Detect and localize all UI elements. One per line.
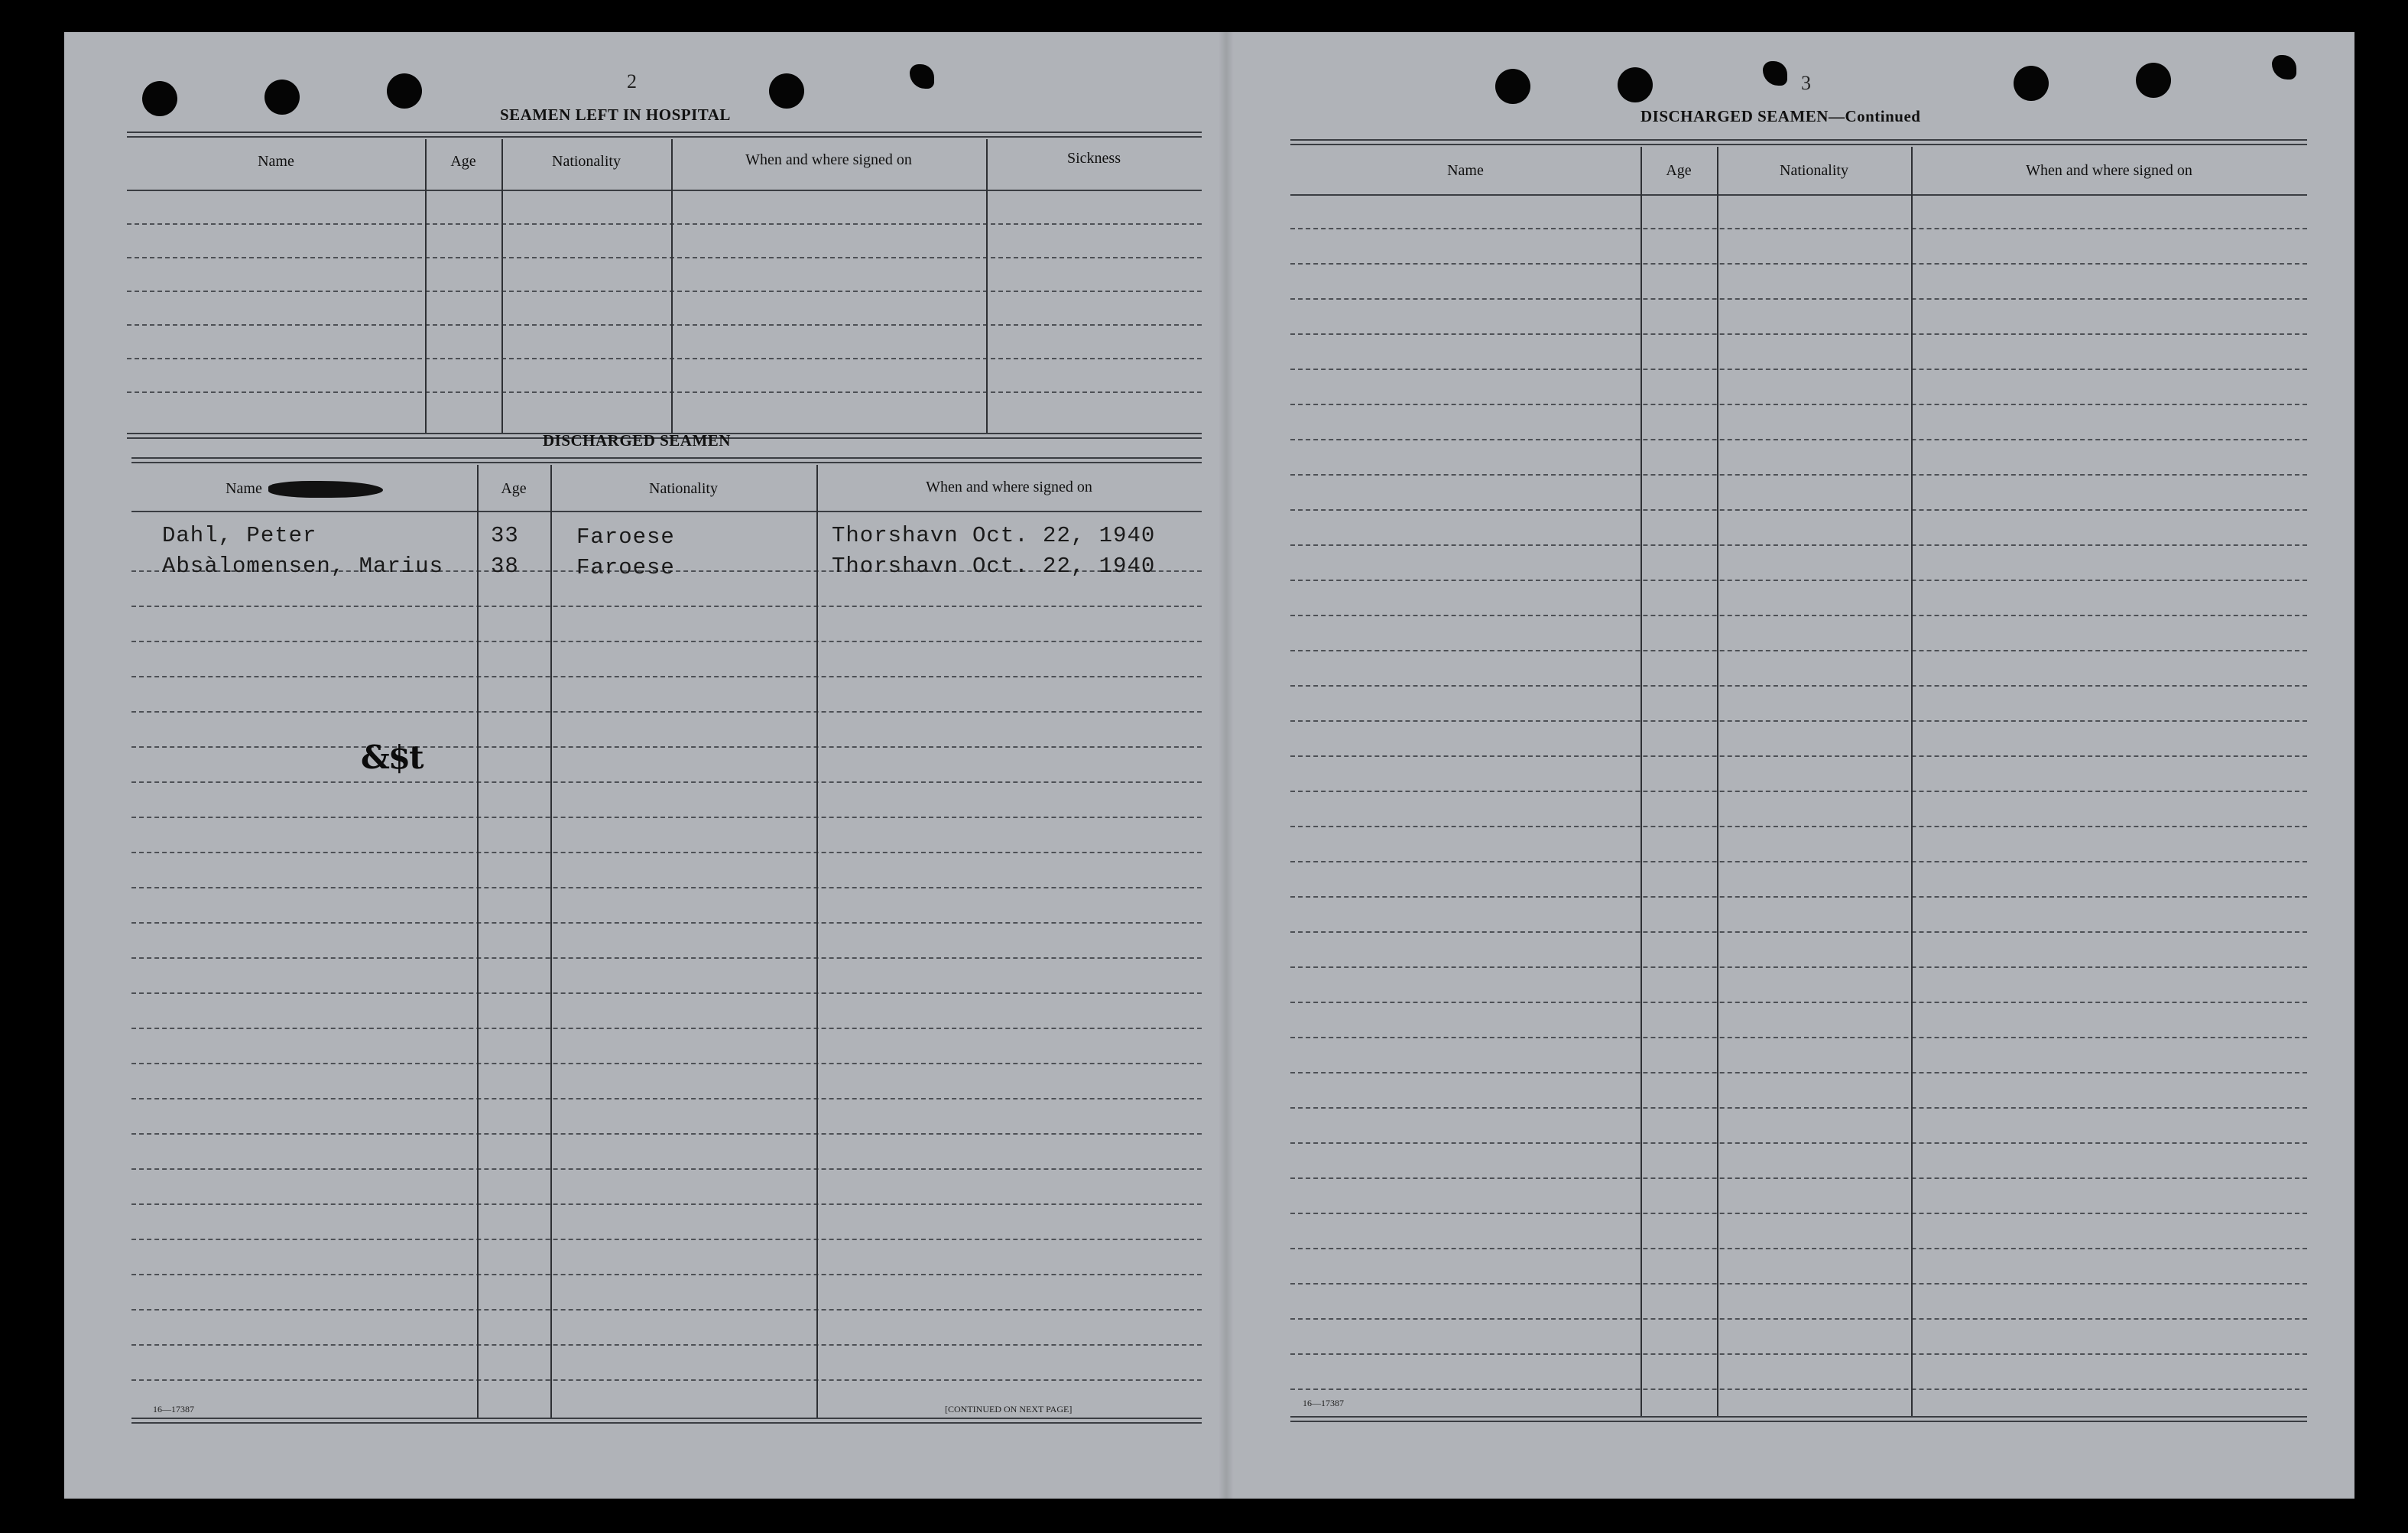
seaman-age: 33	[491, 523, 519, 548]
discharged-continued-title: DISCHARGED SEAMEN—Continued	[1640, 107, 1921, 125]
page-number: 2	[627, 70, 637, 93]
punch-hole	[387, 73, 422, 109]
hospital-table	[127, 132, 1202, 443]
punch-hole	[2136, 63, 2171, 98]
column-header-name: Name	[131, 480, 477, 498]
discharged-section-title: DISCHARGED SEAMEN	[543, 431, 731, 450]
column-header-age: Age	[1666, 162, 1692, 179]
punch-hole	[2272, 55, 2296, 80]
seaman-age: 38	[491, 554, 519, 579]
seaman-signed-on: Thorshavn Oct. 22, 1940	[832, 554, 1156, 579]
document-sheet	[64, 32, 2354, 1499]
page-number: 3	[1801, 72, 1811, 94]
seaman-nationality: Faroese	[576, 525, 675, 550]
page-fold	[1219, 32, 1234, 1499]
column-header-age: Age	[501, 480, 527, 497]
column-header-nationality: Nationality	[649, 480, 718, 497]
column-header-age: Age	[450, 153, 476, 170]
punch-hole	[769, 73, 804, 109]
redaction-mark	[268, 481, 383, 498]
seaman-name: Absàlomensen, Marius	[162, 554, 444, 579]
hospital-section-title: SEAMEN LEFT IN HOSPITAL	[500, 106, 731, 124]
discharged-table	[131, 457, 1202, 1430]
discharged-continued-table	[1290, 139, 2307, 1428]
punch-hole	[264, 80, 300, 115]
column-header-nationality: Nationality	[1780, 162, 1848, 179]
form-number: 16—17387	[1303, 1398, 1344, 1408]
punch-hole	[2014, 66, 2049, 101]
punch-hole	[1495, 69, 1530, 104]
seaman-name: Dahl, Peter	[162, 523, 317, 548]
punch-hole	[142, 81, 177, 116]
column-header-signed-on: When and where signed on	[2026, 162, 2192, 179]
column-header-name: Name	[258, 153, 294, 170]
column-header-signed-on: When and where signed on	[745, 151, 912, 168]
continued-note: [CONTINUED ON NEXT PAGE]	[945, 1404, 1073, 1414]
column-header-nationality: Nationality	[552, 153, 621, 170]
column-header-signed-on: When and where signed on	[926, 479, 1092, 495]
punch-hole	[1618, 67, 1653, 102]
seaman-signed-on: Thorshavn Oct. 22, 1940	[832, 523, 1156, 548]
column-header-sickness: Sickness	[1067, 150, 1121, 167]
column-header-name: Name	[1447, 162, 1484, 179]
ink-stamp: &$t	[361, 739, 423, 776]
seaman-nationality: Faroese	[576, 555, 675, 580]
form-number: 16—17387	[153, 1404, 194, 1414]
punch-hole	[910, 64, 934, 89]
punch-hole	[1763, 61, 1787, 86]
